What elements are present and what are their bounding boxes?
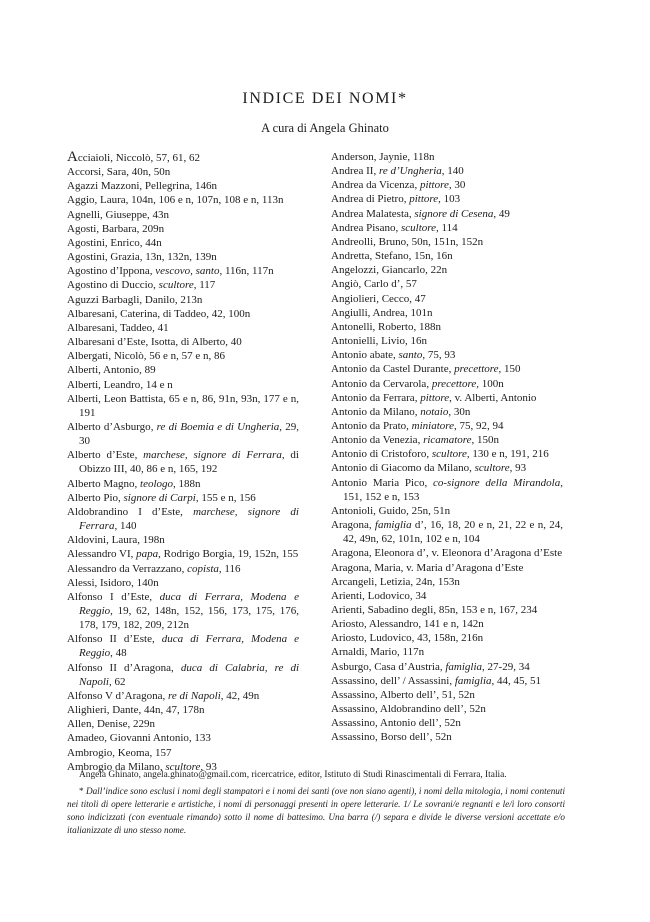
entry-name: Aldovini, Laura <box>67 534 138 547</box>
index-entry <box>331 716 563 730</box>
entry-name: Agosti, Barbara <box>67 222 137 235</box>
entry-refs: , 140 <box>114 520 137 533</box>
entry-role: ricamatore <box>423 434 472 447</box>
entry-refs: , 117n <box>396 646 425 659</box>
footnotes <box>67 769 565 837</box>
index-entry <box>67 392 299 420</box>
index-entry <box>331 575 563 589</box>
entry-name: Alessi, Isidoro <box>67 576 132 589</box>
entry-refs: , 188n <box>173 477 201 490</box>
index-entry <box>331 631 563 645</box>
entry-refs: , 22n <box>425 264 448 277</box>
index-entry: Antonio abate, santo, 75, 93 <box>331 349 456 362</box>
entry-name: Aragona, Eleonora d’ <box>331 547 426 560</box>
entry-name: Aldobrandino I d’Este <box>67 505 181 518</box>
entry-refs: d’, 16, 18, 20 e n, 21, 22 e n, 24, 42, 49n, 62, 101n, 102 e n, 104 <box>343 519 563 546</box>
entry-refs: , 34 <box>409 589 427 602</box>
entry-refs: , 43, 158n, 216n <box>411 632 484 645</box>
entry-refs: , 14 e n <box>140 378 173 391</box>
index-entry <box>67 335 299 349</box>
note-mark: * <box>79 786 84 796</box>
index-entry <box>331 263 563 277</box>
entry-refs: , 130 e n, 191, 216 <box>466 448 549 461</box>
entry-role: pittore <box>409 193 439 206</box>
entry-role: santo <box>398 349 423 362</box>
entry-role: signore di Cesena <box>414 207 494 220</box>
index-entry <box>67 731 299 745</box>
entry-refs: , 13n, 132n, 139n <box>139 251 217 264</box>
index-entry <box>331 645 563 659</box>
entry-refs: , di Obizzo III, 40, 86 e n, 165, 192 <box>79 449 299 476</box>
entry-refs: , 40 <box>225 336 242 349</box>
index-entry <box>331 702 563 716</box>
entry-refs: , 229n <box>127 718 155 731</box>
entry-name: Amadeo, Giovanni Antonio <box>67 732 189 745</box>
entry-role: papa <box>136 548 159 561</box>
index-entry: Aragona, famiglia d’, 16, 18, 20 e n, 21, 22 e n, 24, 42, 49n, 62, 101n, 102 e n, 104 <box>331 519 563 546</box>
index-entry <box>331 249 563 263</box>
entry-refs: , 19, 62, 148n, 152, 156, 173, 175, 176, 178, 179, 182, 209, 212n <box>79 605 299 632</box>
index-entry <box>67 576 299 590</box>
entry-name: Alberti, Leon Battista <box>67 392 164 405</box>
index-entry <box>67 349 299 363</box>
index-entry: Alfonso II d’Este, duca di Ferrara, Modena e Reggio, 48 <box>67 633 300 660</box>
entry-refs: , 188n <box>413 320 441 333</box>
entry-refs: , 52n <box>463 703 486 716</box>
index-entry: Alberto d’Este, marchese, signore di Ferrara, di Obizzo III, 40, 86 e n, 165, 192 <box>67 449 299 476</box>
entry-role: vescovo, santo <box>155 265 220 278</box>
index-entry <box>331 504 563 518</box>
index-entry <box>67 165 299 179</box>
index-entry <box>67 222 299 236</box>
entry-role: re di Napoli <box>168 689 221 702</box>
entry-name: Arnaldi, Mario <box>331 646 397 659</box>
entry-refs: , 117 <box>193 279 216 292</box>
entry-name: Antonio da Venezia <box>331 434 418 447</box>
entry-role: signore di Carpi <box>123 491 196 504</box>
entry-refs: , 42, 49n <box>220 689 260 702</box>
entry-role: duca di Ferrara, Modena e Reggio <box>79 633 300 660</box>
entry-name: Anderson, Jaynie <box>331 151 408 163</box>
entry-refs: , 116n, 117n <box>219 265 274 278</box>
entry-name: Andrea Malatesta <box>331 207 409 220</box>
entry-role: scultore <box>400 221 436 234</box>
initial-letter: A <box>67 149 78 165</box>
entry-name: Alfonso V d’Aragona <box>67 689 163 702</box>
entry-refs: , v. Alberti, Antonio <box>449 391 537 404</box>
entry-role: pittore <box>419 179 449 192</box>
index-entry <box>67 236 299 250</box>
index-entry <box>331 292 563 306</box>
page-title <box>0 90 650 108</box>
title-text: INDICE DEI NOMI <box>242 90 398 107</box>
entry-name: Andrea da Vicenza <box>331 179 415 192</box>
entry-name: Agazzi Mazzoni, Pellegrina <box>67 180 190 193</box>
index-entry: Antonio da Prato, miniatore, 75, 92, 94 <box>331 419 504 432</box>
entry-refs: , 146n <box>189 180 217 193</box>
entry-name: Andreolli, Bruno <box>331 235 407 248</box>
entry-refs: , 51, 52n <box>436 688 475 701</box>
index-entry: Agostino di Duccio, scultore, 117 <box>67 279 216 292</box>
entry-refs: , 56 e n, 57 e n, 86 <box>143 350 226 363</box>
entry-refs: , 30n <box>448 405 471 418</box>
entry-refs: , 103 <box>438 193 461 206</box>
index-entry <box>331 589 563 603</box>
entry-name: Antonio da Ferrara <box>331 391 415 404</box>
index-entry <box>67 307 299 321</box>
entry-name: Aggio, Laura <box>67 194 126 207</box>
entry-role: famiglia <box>374 519 412 532</box>
entry-name: Alberto d’Asburgo <box>67 420 151 433</box>
index-entry: Antonio Maria Pico, co-signore della Mirandola, 151, 152 e n, 153 <box>331 476 563 503</box>
entry-role: re di Boemia e di Ungheria <box>156 420 280 433</box>
entry-refs: , 114 <box>436 221 458 234</box>
entry-role: scultore <box>158 279 194 292</box>
entry-refs: , 57, 61, 62 <box>150 152 201 164</box>
entry-refs: , 140n <box>131 576 159 589</box>
entry-role: duca di Ferrara, Modena e Reggio <box>79 590 299 617</box>
index-entry: Ambrogio da Milano, scultore, 93 <box>67 760 217 773</box>
index-entry: Andrea II, re d’Ungheria, 140 <box>331 165 464 178</box>
entry-refs: , 93 <box>200 760 217 773</box>
index-entry <box>67 746 299 760</box>
index-entry: Alfonso II d’Aragona, duca di Calabria, re di Napoli, 62 <box>67 661 300 688</box>
entry-refs: , 47 <box>409 292 426 305</box>
entry-name: Albergati, Nicolò <box>67 350 144 363</box>
index-entry <box>67 193 299 207</box>
index-entry: Antonio da Venezia, ricamatore, 150n <box>331 434 500 447</box>
entry-name: Antonelli, Roberto <box>331 320 414 333</box>
index-entry: Andrea da Vicenza, pittore, 30 <box>331 179 466 192</box>
entry-refs: , 100n <box>476 377 504 390</box>
index-entry: Alessandro VI, papa, Rodrigo Borgia, 19, 152n, 155 <box>67 548 299 561</box>
index-entry <box>67 321 299 335</box>
entry-name: Alberti, Leandro <box>67 378 141 391</box>
entry-name: Allen, Denise <box>67 718 128 731</box>
entry-name: Antonio da Cervarola <box>331 377 427 390</box>
index-entry: Antonio da Cervarola, precettore, 100n <box>331 377 504 390</box>
entry-role: re d’Ungheria <box>378 165 442 178</box>
entry-refs: , 104n, 106 e n, 107n, 108 e n, 113n <box>125 194 284 207</box>
author-note: Angela Ghinato, angela.ghinato@gmail.com, ricercatrice, editor, Istituto di Studi Rinascimentali di Ferrara, Italia. <box>79 770 507 780</box>
index-entry <box>67 208 299 222</box>
entry-name: Alberto d’Este <box>67 449 135 462</box>
index-entry: Antonio di Cristoforo, scultore, 130 e n, 191, 216 <box>331 448 549 461</box>
entry-refs: , 49 <box>493 207 510 220</box>
entry-role: marchese, signore di Ferrara <box>79 505 299 533</box>
entry-name: Arienti, Lodovico <box>331 589 410 602</box>
entry-name: Ariosto, Alessandro <box>331 618 419 631</box>
index-entry <box>67 533 299 547</box>
entry-refs: , 52n <box>438 717 461 730</box>
entry-refs: , 44, 45, 51 <box>491 674 542 687</box>
entry-name: Agnelli, Giuseppe <box>67 208 148 221</box>
entry-role: precettore <box>431 377 477 390</box>
index-entry <box>331 320 563 334</box>
entry-name: Assassino, dell’ / Assassini <box>331 674 450 687</box>
entry-refs: , 116 <box>218 562 241 575</box>
entry-refs: , 150n <box>471 434 500 447</box>
index-entry <box>331 617 563 631</box>
index-entry <box>67 703 299 717</box>
entry-refs: , 41 <box>152 321 169 334</box>
entry-name: Angiolieri, Cecco <box>331 292 410 305</box>
entry-name: Antonio da Milano <box>331 405 415 418</box>
editorial-note <box>67 785 565 837</box>
entry-name: Antonio di Giacomo da Milano <box>331 462 470 475</box>
entry-role: copista <box>187 562 219 575</box>
index-entry: Assassino, dell’ / Assassini, famiglia, 44, 45, 51 <box>331 674 542 687</box>
entry-refs: , 62 <box>108 675 126 688</box>
entry-refs: , v. Maria d’Aragona d’Este <box>400 561 524 574</box>
entry-refs: , 155 e n, 156 <box>195 491 256 504</box>
entry-refs: , 101n <box>404 306 433 319</box>
entry-name: Antonioli, Guido <box>331 504 407 517</box>
index-entry <box>67 293 299 307</box>
index-entry: Alessandro da Verrazzano, copista, 116 <box>67 562 241 575</box>
entry-role: scultore <box>431 448 467 461</box>
index-entry <box>67 179 299 193</box>
entry-refs: , 30 <box>448 179 466 192</box>
entry-name: Assassino, Borso dell’ <box>331 731 430 744</box>
index-entry <box>331 603 563 617</box>
note-text: Dall’indice sono esclusi i nomi degli stampatori e i nomi dei santi (ove non siano agenti), i nomi della mitologia, i nomi contenuti nei titoli di opere letterarie e artistiche, i nomi di personaggi presenti in opere letterarie. 1/ Le sovrani/e regnanti e le/i loro consorti sono indicizzati (con eventuale rimando) sotto il nome di battesimo. Una barra (/) separa e divide le diverse versioni accettate e/o italianizzate di uno stesso nome. <box>67 786 565 835</box>
entry-refs: , 44n, 47, 178n <box>138 704 205 717</box>
entry-name: Albaresani, Caterina, di Taddeo <box>67 307 207 320</box>
entry-name: Agostini, Grazia <box>67 251 140 264</box>
entry-refs: , 151, 152 e n, 153 <box>343 476 563 503</box>
entry-name: Ambrogio, Keoma <box>67 746 150 759</box>
entry-name: Alessandro VI <box>67 548 131 561</box>
entry-refs: , 75, 93 <box>422 349 456 362</box>
entry-refs: , 48 <box>110 647 127 660</box>
index-entry: Andrea Pisano, scultore, 114 <box>331 221 458 234</box>
entry-role: scultore <box>474 462 510 475</box>
entry-refs: , 44n <box>139 236 162 249</box>
title-footnote-mark: * <box>397 90 408 107</box>
index-entry <box>67 250 299 264</box>
index-entry <box>331 546 563 560</box>
entry-refs: , 57 <box>400 278 417 291</box>
entry-name: Angiò, Carlo d’ <box>331 278 401 291</box>
entry-name: Angelozzi, Giancarlo <box>331 264 426 277</box>
entry-name: Andrea di Pietro <box>331 193 404 206</box>
entry-refs: , 157 <box>149 746 172 759</box>
entry-name: Alberto Pio <box>67 491 119 504</box>
index-entry <box>67 378 299 392</box>
entry-role: pittore <box>420 391 450 404</box>
entry-name: Ambrogio da Milano <box>67 760 160 773</box>
entry-refs: , Rodrigo Borgia, 19, 152n, 155 <box>158 548 299 561</box>
entry-role: precettore <box>454 363 499 376</box>
entry-name: Andrea Pisano <box>331 221 396 234</box>
entry-role: scultore <box>165 760 201 773</box>
entry-name: Accorsi, Sara <box>67 166 127 179</box>
entry-name: Aragona <box>331 519 369 532</box>
index-column-left <box>67 150 299 774</box>
index-entry <box>67 150 299 165</box>
index-entry: Asburgo, Casa d’Austria, famiglia, 27-29, 34 <box>331 660 530 673</box>
entry-name: Assassino, Antonio dell’ <box>331 717 439 730</box>
entry-name: Alberti, Antonio <box>67 364 140 377</box>
index-entry: Andrea di Pietro, pittore, 103 <box>331 193 461 206</box>
entry-refs: , 141 e n, 142n <box>418 618 484 631</box>
entry-refs: , 42, 100n <box>206 307 251 320</box>
entry-refs: , 52n <box>429 731 452 744</box>
entry-name: Antonio Maria Pico <box>331 476 425 489</box>
entry-name: Alfonso II d’Este <box>67 633 152 646</box>
index-entry <box>331 561 563 575</box>
index-entry <box>331 150 563 164</box>
index-entry <box>331 306 563 320</box>
index-entry: Antonio di Giacomo da Milano, scultore, 93 <box>331 462 527 475</box>
entry-role: famiglia <box>454 674 492 687</box>
entry-name: Albaresani, Taddeo <box>67 321 153 334</box>
entry-name: Andrea II <box>331 165 374 178</box>
index-entry: Alberto Pio, signore di Carpi, 155 e n, 156 <box>67 491 256 504</box>
entry-refs: , 50n, 151n, 152n <box>406 235 484 248</box>
entry-role: teologo <box>140 477 174 490</box>
index-entry: Antonio da Milano, notaio, 30n <box>331 405 471 418</box>
index-column-right <box>331 150 563 745</box>
index-entry: Andrea Malatesta, signore di Cesena, 49 <box>331 207 510 220</box>
entry-refs: , 93 <box>509 462 527 475</box>
entry-name: Arienti, Sabadino degli <box>331 604 434 616</box>
entry-refs: , 85n, 153 e n, 167, 234 <box>433 604 538 616</box>
entry-name: Alberto Magno <box>67 477 135 490</box>
entry-refs: , 140 <box>441 165 464 178</box>
entry-name: Ariosto, Ludovico <box>331 632 412 645</box>
entry-name: Andretta, Stefano <box>331 250 409 263</box>
page-subtitle: A cura di Angela Ghinato <box>261 121 389 135</box>
entry-refs: , 65 e n, 86, 91n, 93n, 177 e n, 191 <box>79 392 299 419</box>
index-entry: Alberto d’Asburgo, re di Boemia e di Ungheria, 29, 30 <box>67 420 300 448</box>
index-entry <box>331 277 563 291</box>
entry-name: Alfonso I d’Este <box>67 590 150 603</box>
entry-refs: , 16n <box>404 335 427 348</box>
entry-name: Antonio da Castel Durante <box>331 363 449 376</box>
entry-name: Arcangeli, Letizia <box>331 575 411 588</box>
entry-name: Agostino di Duccio <box>67 279 154 292</box>
index-entry: Antonio da Castel Durante, precettore, 150 <box>331 363 521 376</box>
index-entry: Alfonso V d’Aragona, re di Napoli, 42, 49n <box>67 689 260 702</box>
entry-name: Antonielli, Livio <box>331 335 405 348</box>
entry-refs: , 40n, 50n <box>126 166 171 179</box>
entry-refs: , 29, 30 <box>79 420 300 448</box>
index-entry: Alfonso I d’Este, duca di Ferrara, Modena e Reggio, 19, 62, 148n, 152, 156, 173, 175, 176, 178, 179, 182, 209, 212n <box>67 590 299 632</box>
entry-name: Aragona, Maria <box>331 561 401 574</box>
index-entry: Agostino d’Ippona, vescovo, santo, 116n, 117n <box>67 265 274 278</box>
index-entry <box>331 334 563 348</box>
entry-name: Agostini, Enrico <box>67 236 140 249</box>
entry-refs: , 133 <box>188 732 211 745</box>
entry-name: Antonio da Prato <box>331 419 407 432</box>
entry-name: Assassino, Aldobrandino dell’ <box>331 703 464 716</box>
entry-name: Antonio di Cristoforo <box>331 448 427 461</box>
entry-refs: , v. Eleonora d’Aragona d’Este <box>426 547 563 560</box>
entry-name: Aguzzi Barbagli, Danilo <box>67 293 175 306</box>
entry-name: Alfonso II d’Aragona <box>67 661 172 674</box>
index-entry: Antonio da Ferrara, pittore, v. Alberti, Antonio <box>331 391 537 404</box>
entry-refs: , 198n <box>137 534 165 547</box>
entry-role: miniatore <box>411 419 455 432</box>
entry-refs: , 89 <box>139 364 156 377</box>
entry-name: Agostino d’Ippona <box>67 265 150 278</box>
entry-refs: , 213n <box>174 293 203 306</box>
entry-name: Antonio abate <box>331 349 394 362</box>
entry-name: Assassino, Alberto dell’ <box>331 688 437 701</box>
index-entry <box>67 717 299 731</box>
entry-role: marchese, signore di Ferrara <box>143 449 282 462</box>
index-entry <box>67 363 299 377</box>
entry-refs: , 118n <box>407 151 435 163</box>
entry-role: duca di Calabria, re di Napoli <box>79 661 300 688</box>
index-entry <box>331 730 563 744</box>
entry-refs: , 15n, 16n <box>408 250 453 263</box>
entry-role: notaio <box>420 405 449 418</box>
index-entry: Aldobrandino I d’Este, marchese, signore di Ferrara, 140 <box>67 505 299 533</box>
entry-refs: , 25n, 51n <box>406 504 451 517</box>
index-entry <box>331 235 563 249</box>
entry-refs: , 209n <box>136 222 165 235</box>
entry-name: Angiulli, Andrea <box>331 306 405 319</box>
index-entry: Alberto Magno, teologo, 188n <box>67 477 201 490</box>
entry-refs: , 27-29, 34 <box>482 660 530 673</box>
entry-role: co-signore della Mirandola <box>432 476 561 489</box>
entry-name: Albaresani d’Este, Isotta, di Alberto <box>67 336 226 349</box>
entry-refs: , 150 <box>498 363 521 376</box>
entry-refs: , 75, 92, 94 <box>454 419 504 432</box>
entry-role: famiglia <box>445 660 483 673</box>
entry-name: Asburgo, Casa d’Austria <box>331 660 440 673</box>
entry-name: Acciaioli, Niccolò <box>67 149 151 165</box>
entry-refs: , 43n <box>147 208 170 221</box>
entry-refs: , 24n, 153n <box>410 575 460 588</box>
entry-name: Alighieri, Dante <box>67 704 139 717</box>
entry-name: Alessandro da Verrazzano <box>67 562 182 575</box>
index-entry <box>331 688 563 702</box>
